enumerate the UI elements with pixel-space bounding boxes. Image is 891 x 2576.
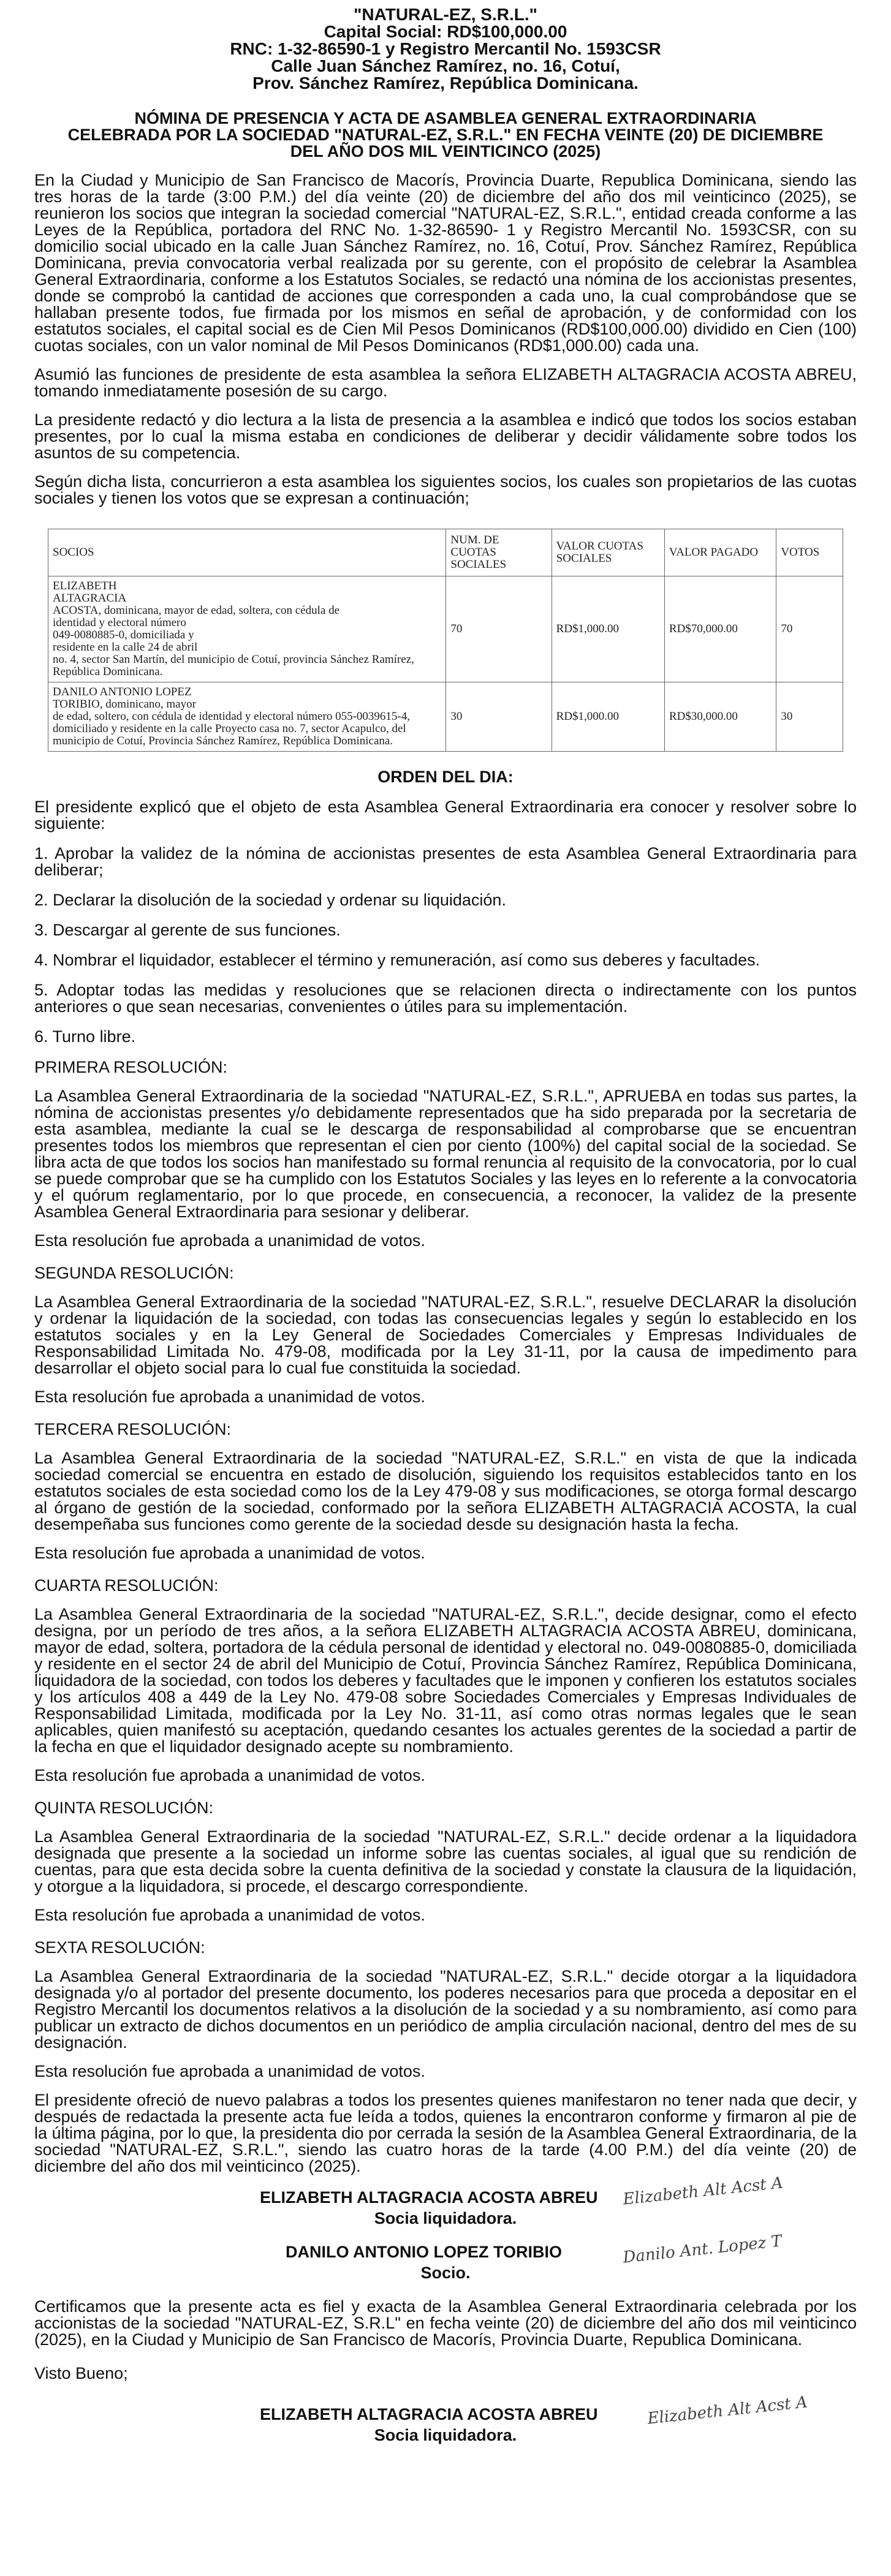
- signature-block-2: [34, 2232, 857, 2282]
- resolution-title: TERCERA RESOLUCIÓN:: [34, 1420, 232, 1438]
- resolution-body: La Asamblea General Extraordinaria de la sociedad "NATURAL-EZ, S.R.L.", resuelve DECLARAR la disolución y ordenar la liquidación de la sociedad, con todas las consecuencias legales y según lo establecido en los estatutos sociales y en la Ley General de Sociedades Comerciales y Empresas Individuales de Responsabilidad Limitada No. 479-08, modificada por la Ley 31-11, por la causa de impedimento para desarrollar el objeto social para lo cual fue constituida la sociedad.: [34, 1293, 857, 1377]
- certification-paragraph: Certificamos que la presente acta es fiel y exacta de la Asamblea General Extraordinaria celebrada por los accionistas de la sociedad "NATURAL-EZ, S.R.L" en fecha veinte (20) de diciembre del año dos mil veinticinco (2025), en la Ciudad y Municipio de San Francisco de Macorís, Provincia Duarte, Republica Dominicana.: [34, 2297, 857, 2349]
- rnc-registro: RNC: 1-32-86590-1 y Registro Mercantil No. 1593CSR: [230, 39, 661, 58]
- capital-social: Capital Social: RD$100,000.00: [324, 22, 567, 41]
- agenda-item: 1. Aprobar la validez de la nómina de accionistas presentes de esta Asamblea General Extraordinaria para deliberar;: [34, 844, 857, 879]
- resolution-title: SEGUNDA RESOLUCIÓN:: [34, 1264, 234, 1282]
- socio-text: ELIZABETH: [53, 580, 117, 592]
- signer-role: Socio.: [420, 2264, 471, 2282]
- cuotas-cell: 30: [446, 682, 552, 752]
- socio-text: de edad, soltero, con cédula de identidad y electoral número 055-0039615-4, domiciliado y residente en la calle Proyecto casa no. 7, sector Acapulco, del municipio de Cotuí, Provincia Sánchez Ramírez, República Dominicana.: [53, 710, 410, 747]
- resolution-title: QUINTA RESOLUCIÓN:: [34, 1799, 214, 1817]
- resolution-approved: Esta resolución fue aprobada a unanimidad de votos.: [34, 1766, 425, 1785]
- signature-block-1: [34, 2174, 857, 2227]
- resolution-title: PRIMERA RESOLUCIÓN:: [34, 1058, 228, 1076]
- address-line-1: Calle Juan Sánchez Ramírez, no. 16, Cotuí,: [271, 56, 620, 75]
- signer-name: ELIZABETH ALTAGRACIA ACOSTA ABREU: [260, 2405, 598, 2423]
- handwritten-signature: Elizabeth Alt Acst A: [622, 2174, 784, 2209]
- handwritten-signature: Elizabeth Alt Acst A: [646, 2393, 809, 2428]
- header-valor-pagado: VALOR PAGADO: [664, 529, 776, 576]
- signer-role: Socia liquidadora.: [374, 2209, 517, 2227]
- intro-paragraph: En la Ciudad y Municipio de San Francisco de Macorís, Provincia Duarte, Republica Dominicana, siendo las tres horas de la tarde (3:00 P.M.) del día veinte (20) de diciembre del año dos mil veinticinco (2025), se reunieron los socios que integran la sociedad comercial "NATURAL-EZ, S.R.L.", entidad creada conforme a las Leyes de la República, portadora del RNC No. 1-32-86590- 1 y Registro Mercantil No. 1593CSR, con su domicilio social ubicado en la calle Juan Sánchez Ramírez, no. 16, Cotuí, Prov. Sánchez Ramírez, República Dominicana, previa convocatoria verbal realizada por su gerente, con el propósito de celebrar la Asamblea General Extraordinaria, conforme a los Estatutos Sociales, se redactó una nómina de los accionistas presentes, donde se comprobó la cantidad de acciones que corresponden a cada uno, la cual comprobándose que se hallaban presente todos, fue firmada por los mismos en señal de aprobación, y de conformidad con los estatutos sociales, el capital social es de Cien Mil Pesos Dominicanos (RD$100,000.00) dividido en Cien (100) cuotas sociales, con un valor nominal de Mil Pesos Dominicanos (RD$1,000.00) cada una.: [34, 171, 857, 355]
- votos-cell: 30: [776, 682, 843, 752]
- cuotas-cell: 70: [446, 576, 552, 682]
- signer-role: Socia liquidadora.: [374, 2426, 517, 2444]
- resolution-approved: Esta resolución fue aprobada a unanimidad de votos.: [34, 1388, 425, 1406]
- resolution-body: La Asamblea General Extraordinaria de la sociedad "NATURAL-EZ, S.R.L." decide otorgar a la liquidadora designada y/o al portador del presente documento, los poderes necesarios para que proceda a depositar en el Registro Mercantil los documentos relativos a la disolución de la sociedad y a su nombramiento, así como para publicar un extracto de dichos documentos en un periódico de amplia circulación nacional, dentro del mes de su designación.: [34, 1967, 857, 2052]
- company-header: [34, 6, 857, 92]
- resolution-approved: Esta resolución fue aprobada a unanimidad de votos.: [34, 2062, 425, 2080]
- socio-text: residente en la calle 24 de abril: [53, 641, 198, 654]
- signature-row: [34, 2232, 857, 2267]
- agenda-item: 4. Nombrar el liquidador, establecer el término y remuneración, así como sus deberes y facultades.: [34, 951, 760, 969]
- valor-pagado-cell: RD$30,000.00: [664, 682, 776, 752]
- president-paragraph: Asumió las funciones de presidente de esta asamblea la señora ELIZABETH ALTAGRACIA ACOSTA ABREU, tomando inmediatamente posesión de su cargo.: [34, 365, 857, 400]
- signer-name: ELIZABETH ALTAGRACIA ACOSTA ABREU: [260, 2188, 598, 2207]
- document-title: [34, 110, 857, 160]
- signature-row: [34, 2393, 857, 2428]
- socio-text: DANILO ANTONIO LOPEZ: [53, 686, 192, 698]
- orden-intro: El presidente explicó que el objeto de esta Asamblea General Extraordinaria era conocer y resolver sobre lo siguiente:: [34, 798, 857, 833]
- socio-cell: [48, 576, 446, 682]
- valor-cuotas-cell: RD$1,000.00: [552, 576, 664, 682]
- closing-paragraph: El presidente ofreció de nuevo palabras a todos los presentes quienes manifestaron no tener nada que decir, y después de redactada la presente acta fue leída a todos, quienes la encontraron conforme y firmaron al pie de la última página, por lo que, la presidenta dio por cerrada la sesión de la Asamblea General Extraordinaria, de la sociedad "NATURAL-EZ, S.R.L.", siendo las cuatro horas de la tarde (4.00 P.M.) del día veinte (20) de diciembre del año dos mil veinticinco (2025).: [34, 2091, 857, 2175]
- votos-cell: 70: [776, 576, 843, 682]
- signature-row: [34, 2174, 857, 2210]
- handwritten-signature: Danilo Ant. Lopez T: [622, 2232, 783, 2267]
- agenda-item: 3. Descargar al gerente de sus funciones.: [34, 921, 341, 939]
- resolution-title: SEXTA RESOLUCIÓN:: [34, 1938, 205, 1957]
- signer-name: DANILO ANTONIO LOPEZ TORIBIO: [286, 2243, 563, 2261]
- table-header-row: [48, 529, 843, 576]
- resolution-body: La Asamblea General Extraordinaria de la sociedad "NATURAL-EZ, S.R.L.", decide designar, como el efecto designa, por un período de tres años, a la señora ELIZABETH ALTAGRACIA ACOSTA ABREU, dominicana, mayor de edad, soltera, portadora de la cédula personal de identidad y electoral no. 049-0080885-0, domiciliada y residente en el sector 24 de abril del Municipio de Cotuí, Provincia Sánchez Ramírez, República Dominicana, liquidadora de la sociedad, con todos los deberes y facultades que le imponen y confieren los estatutos sociales y los artículos 408 a 449 de la Ley No. 479-08 sobre Sociedades Comerciales y Empresas Individuales de Responsabilidad Limitada, modificada por la Ley No. 31-11, así como otras normas legales que le sean aplicables, quien manifestó su aceptación, quedando cesantes los actuales gerentes de la sociedad a partir de la fecha en que el liquidador designado acepte su nombramiento.: [34, 1605, 857, 1756]
- title-line-1: NÓMINA DE PRESENCIA Y ACTA DE ASAMBLEA GENERAL EXTRAORDINARIA: [134, 109, 757, 127]
- signature-block-3: [34, 2393, 857, 2444]
- socio-text: no. 4, sector San Martín, del municipio de Cotuí, provincia Sánchez Ramírez, República Dominicana.: [53, 653, 414, 678]
- visto-bueno: Visto Bueno;: [34, 2364, 128, 2382]
- valor-cuotas-cell: RD$1,000.00: [552, 682, 664, 752]
- valor-pagado-cell: RD$70,000.00: [664, 576, 776, 682]
- agenda-item: 5. Adoptar todas las medidas y resoluciones que se relacionen directa o indirectamente con los puntos anteriores o que sean necesarias, convenientes o útiles para su implementación.: [34, 981, 857, 1016]
- partners-table: [48, 529, 843, 752]
- table-row: [48, 682, 843, 752]
- resolution-title: CUARTA RESOLUCIÓN:: [34, 1576, 219, 1595]
- header-valor-cuotas: VALOR CUOTAS SOCIALES: [552, 529, 664, 576]
- table-row: [48, 576, 843, 682]
- socio-text: TORIBIO, dominicano, mayor: [53, 698, 196, 711]
- resolution-approved: Esta resolución fue aprobada a unanimidad de votos.: [34, 1906, 425, 1924]
- agenda-item: 2. Declarar la disolución de la sociedad y ordenar su liquidación.: [34, 891, 506, 909]
- title-line-3: DEL AÑO DOS MIL VEINTICINCO (2025): [290, 142, 601, 161]
- orden-del-dia-title: ORDEN DEL DIA:: [377, 768, 514, 786]
- company-name: "NATURAL-EZ, S.R.L.": [354, 5, 537, 24]
- socio-text: identidad y electoral número: [53, 616, 186, 629]
- socio-cell: [48, 682, 446, 752]
- agenda-item: 6. Turno libre.: [34, 1027, 136, 1046]
- resolution-body: La Asamblea General Extraordinaria de la sociedad "NATURAL-EZ, S.R.L.", APRUEBA en todas sus partes, la nómina de accionistas presentes y/o debidamente representados que ha sido preparada por la secretaria de esta asamblea, mediante la cual se le descarga de responsabilidad al comprobarse que se encuentran presentes todos los miembros que representan el cien por ciento (100%) del capital social de la sociedad. Se libra acta de que todos los socios han manifestado su formal renuncia al requisito de la convocatoria, por lo cual se puede comprobar que se ha cumplido con los Estatutos Sociales y las leyes en lo referente a la convocatoria y el quórum reglamentario, por lo que procede, en consecuencia, a reconocer, la validez de la presente Asamblea General Extraordinaria para sesionar y deliberar.: [34, 1087, 857, 1221]
- header-socios: SOCIOS: [48, 529, 446, 576]
- title-line-2: CELEBRADA POR LA SOCIEDAD "NATURAL-EZ, S.R.L." EN FECHA VEINTE (20) DE DICIEMBRE: [67, 126, 824, 144]
- resolution-body: La Asamblea General Extraordinaria de la sociedad "NATURAL-EZ, S.R.L." decide ordenar a la liquidadora designada que presente a la sociedad un informe sobre las cuentas sociales, al igual que su rendición de cuentas, para que esta decida sobre la cuenta definitiva de la sociedad y constate la clausura de la liquidación, y otorgue a la liquidadora, si procede, el descargo correspondiente.: [34, 1827, 857, 1895]
- partners-intro-paragraph: Según dicha lista, concurrieron a esta asamblea los siguientes socios, los cuales son propietarios de las cuotas sociales y tienen los votos que se expresan a continuación;: [34, 472, 857, 507]
- socio-text: ALTAGRACIA: [53, 592, 127, 605]
- socio-text: 049-0080885-0, domiciliada y: [53, 629, 194, 641]
- header-votos: VOTOS: [776, 529, 843, 576]
- resolution-approved: Esta resolución fue aprobada a unanimidad de votos.: [34, 1231, 425, 1250]
- attendance-paragraph: La presidente redactó y dio lectura a la lista de presencia a la asamblea e indicó que todos los socios estaban presentes, por lo cual la misma estaba en condiciones de deliberar y decidir válidamente sobre todos los asuntos de su competencia.: [34, 410, 857, 462]
- header-cuotas: NUM. DE CUOTAS SOCIALES: [446, 529, 552, 576]
- resolution-body: La Asamblea General Extraordinaria de la sociedad "NATURAL-EZ, S.R.L." en vista de que la indicada sociedad comercial se encuentra en estado de disolución, siguiendo los requisitos establecidos tanto en los estatutos sociales de esta sociedad como los de la Ley 479-08 y sus modificaciones, se otorga formal descargo al órgano de gestión de la sociedad, conformado por la señora ELIZABETH ALTAGRACIA ACOSTA, la cual desempeñaba sus funciones como gerente de la sociedad desde su designación hasta la fecha.: [34, 1449, 857, 1533]
- resolution-approved: Esta resolución fue aprobada a unanimidad de votos.: [34, 1544, 425, 1562]
- address-line-2: Prov. Sánchez Ramírez, República Dominicana.: [252, 74, 639, 93]
- socio-text: ACOSTA, dominicana, mayor de edad, soltera, con cédula de: [53, 604, 340, 617]
